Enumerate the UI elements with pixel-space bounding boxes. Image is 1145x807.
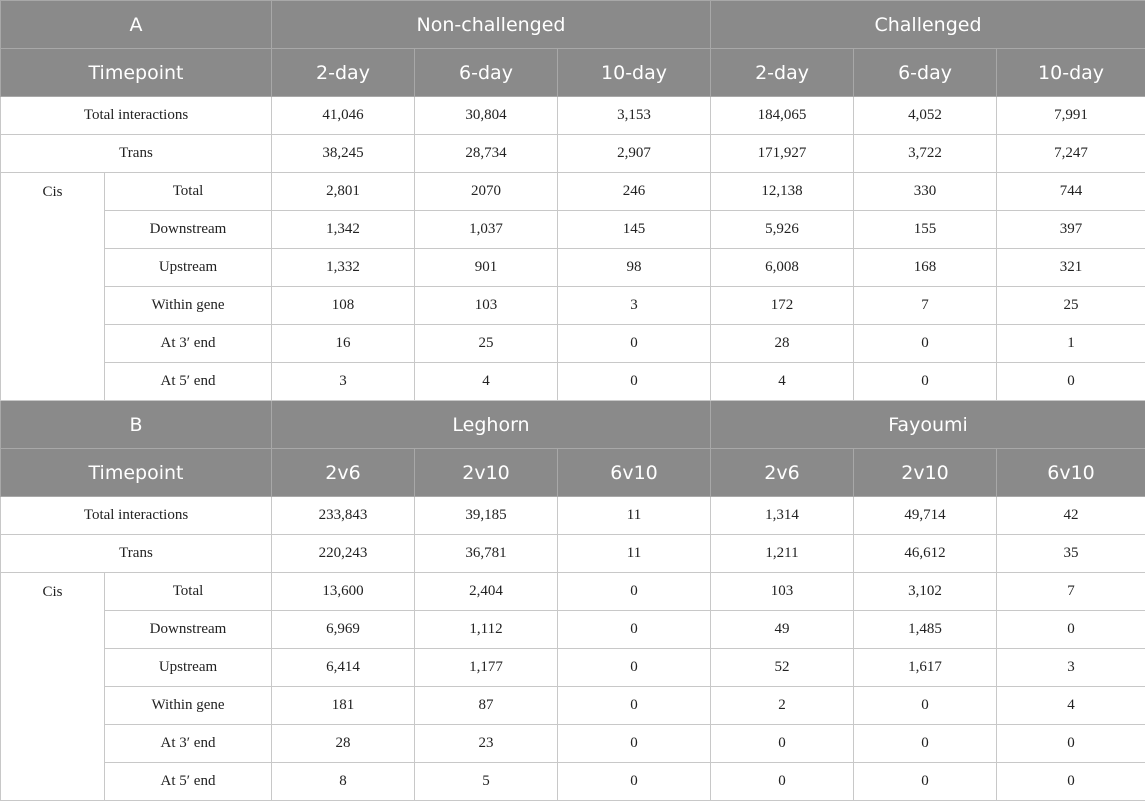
- value-cell: 1,177: [415, 649, 558, 687]
- row-label: Within gene: [105, 687, 272, 725]
- timepoint-header: 2-day: [711, 49, 854, 97]
- value-cell: 0: [558, 573, 711, 611]
- cis-label: Cis: [1, 573, 105, 801]
- value-cell: 98: [558, 249, 711, 287]
- section-group-header-row: [1, 1, 1145, 49]
- timepoint-label: Timepoint: [1, 49, 272, 97]
- value-cell: 42: [997, 497, 1145, 535]
- timepoint-header: 10-day: [558, 49, 711, 97]
- value-cell: 7,991: [997, 97, 1145, 135]
- value-cell: 0: [558, 763, 711, 801]
- value-cell: 0: [854, 325, 997, 363]
- value-cell: 13,600: [272, 573, 415, 611]
- timepoint-header: 6v10: [558, 449, 711, 497]
- value-cell: 744: [997, 173, 1145, 211]
- value-cell: 0: [997, 363, 1145, 401]
- value-cell: 8: [272, 763, 415, 801]
- value-cell: 233,843: [272, 497, 415, 535]
- value-cell: 397: [997, 211, 1145, 249]
- value-cell: 901: [415, 249, 558, 287]
- table-row: [1, 649, 1145, 687]
- group-header: Leghorn: [272, 401, 711, 449]
- value-cell: 0: [854, 725, 997, 763]
- value-cell: 49,714: [854, 497, 997, 535]
- value-cell: 0: [558, 687, 711, 725]
- value-cell: 0: [711, 725, 854, 763]
- table-row: [1, 135, 1145, 173]
- section-group-header-row: [1, 401, 1145, 449]
- value-cell: 0: [558, 725, 711, 763]
- value-cell: 16: [272, 325, 415, 363]
- table-row: [1, 497, 1145, 535]
- table-row: [1, 173, 1145, 211]
- value-cell: 0: [997, 611, 1145, 649]
- value-cell: 1,342: [272, 211, 415, 249]
- value-cell: 3: [997, 649, 1145, 687]
- value-cell: 36,781: [415, 535, 558, 573]
- timepoint-header: 2v6: [272, 449, 415, 497]
- timepoint-header: 2-day: [272, 49, 415, 97]
- timepoint-header: 2v10: [415, 449, 558, 497]
- row-label: Total: [105, 173, 272, 211]
- row-label: Total interactions: [1, 497, 272, 535]
- value-cell: 0: [558, 649, 711, 687]
- table-row: [1, 325, 1145, 363]
- value-cell: 7: [997, 573, 1145, 611]
- value-cell: 28: [272, 725, 415, 763]
- value-cell: 0: [711, 763, 854, 801]
- row-label: Downstream: [105, 611, 272, 649]
- timepoint-header: 2v10: [854, 449, 997, 497]
- value-cell: 28: [711, 325, 854, 363]
- row-label: At 3′ end: [105, 325, 272, 363]
- value-cell: 1,314: [711, 497, 854, 535]
- table-row: [1, 97, 1145, 135]
- value-cell: 2: [711, 687, 854, 725]
- value-cell: 41,046: [272, 97, 415, 135]
- value-cell: 4: [997, 687, 1145, 725]
- timepoint-header: 6v10: [997, 449, 1145, 497]
- table-row: [1, 573, 1145, 611]
- value-cell: 7: [854, 287, 997, 325]
- value-cell: 220,243: [272, 535, 415, 573]
- value-cell: 4: [711, 363, 854, 401]
- value-cell: 155: [854, 211, 997, 249]
- group-header: Fayoumi: [711, 401, 1145, 449]
- value-cell: 0: [997, 725, 1145, 763]
- value-cell: 145: [558, 211, 711, 249]
- value-cell: 0: [997, 763, 1145, 801]
- value-cell: 1,211: [711, 535, 854, 573]
- table-row: [1, 211, 1145, 249]
- value-cell: 4: [415, 363, 558, 401]
- row-label: Upstream: [105, 249, 272, 287]
- table-row: [1, 687, 1145, 725]
- value-cell: 2,404: [415, 573, 558, 611]
- row-label: At 3′ end: [105, 725, 272, 763]
- row-label: Within gene: [105, 287, 272, 325]
- value-cell: 0: [854, 363, 997, 401]
- value-cell: 0: [854, 763, 997, 801]
- value-cell: 39,185: [415, 497, 558, 535]
- timepoint-header-row: [1, 449, 1145, 497]
- value-cell: 25: [415, 325, 558, 363]
- row-label: At 5′ end: [105, 763, 272, 801]
- value-cell: 6,414: [272, 649, 415, 687]
- value-cell: 1: [997, 325, 1145, 363]
- row-label: Downstream: [105, 211, 272, 249]
- value-cell: 5: [415, 763, 558, 801]
- value-cell: 2,907: [558, 135, 711, 173]
- value-cell: 3: [558, 287, 711, 325]
- table-row: [1, 249, 1145, 287]
- row-label: Total interactions: [1, 97, 272, 135]
- value-cell: 6,969: [272, 611, 415, 649]
- table-row: [1, 535, 1145, 573]
- value-cell: 11: [558, 535, 711, 573]
- value-cell: 49: [711, 611, 854, 649]
- value-cell: 87: [415, 687, 558, 725]
- section-label: B: [1, 401, 272, 449]
- value-cell: 1,332: [272, 249, 415, 287]
- value-cell: 108: [272, 287, 415, 325]
- row-label: Trans: [1, 135, 272, 173]
- table-row: [1, 725, 1145, 763]
- value-cell: 5,926: [711, 211, 854, 249]
- value-cell: 7,247: [997, 135, 1145, 173]
- value-cell: 330: [854, 173, 997, 211]
- value-cell: 1,617: [854, 649, 997, 687]
- value-cell: 46,612: [854, 535, 997, 573]
- group-header: Non-challenged: [272, 1, 711, 49]
- row-label: Total: [105, 573, 272, 611]
- value-cell: 1,037: [415, 211, 558, 249]
- value-cell: 25: [997, 287, 1145, 325]
- table-row: [1, 611, 1145, 649]
- cis-label: Cis: [1, 173, 105, 401]
- value-cell: 12,138: [711, 173, 854, 211]
- value-cell: 1,112: [415, 611, 558, 649]
- value-cell: 171,927: [711, 135, 854, 173]
- value-cell: 23: [415, 725, 558, 763]
- value-cell: 1,485: [854, 611, 997, 649]
- value-cell: 0: [558, 363, 711, 401]
- value-cell: 103: [415, 287, 558, 325]
- row-label: Trans: [1, 535, 272, 573]
- value-cell: 0: [854, 687, 997, 725]
- value-cell: 181: [272, 687, 415, 725]
- section-label: A: [1, 1, 272, 49]
- timepoint-header: 6-day: [854, 49, 997, 97]
- value-cell: 28,734: [415, 135, 558, 173]
- value-cell: 6,008: [711, 249, 854, 287]
- value-cell: 3,102: [854, 573, 997, 611]
- row-label: Upstream: [105, 649, 272, 687]
- value-cell: 3,153: [558, 97, 711, 135]
- value-cell: 38,245: [272, 135, 415, 173]
- value-cell: 0: [558, 611, 711, 649]
- value-cell: 2070: [415, 173, 558, 211]
- value-cell: 184,065: [711, 97, 854, 135]
- value-cell: 30,804: [415, 97, 558, 135]
- value-cell: 321: [997, 249, 1145, 287]
- table-row: [1, 287, 1145, 325]
- value-cell: 246: [558, 173, 711, 211]
- value-cell: 0: [558, 325, 711, 363]
- value-cell: 4,052: [854, 97, 997, 135]
- timepoint-header: 6-day: [415, 49, 558, 97]
- value-cell: 35: [997, 535, 1145, 573]
- value-cell: 172: [711, 287, 854, 325]
- timepoint-header: 2v6: [711, 449, 854, 497]
- value-cell: 103: [711, 573, 854, 611]
- timepoint-label: Timepoint: [1, 449, 272, 497]
- value-cell: 168: [854, 249, 997, 287]
- value-cell: 3,722: [854, 135, 997, 173]
- value-cell: 52: [711, 649, 854, 687]
- value-cell: 11: [558, 497, 711, 535]
- table-body: [1, 1, 1145, 801]
- table-row: [1, 363, 1145, 401]
- value-cell: 2,801: [272, 173, 415, 211]
- value-cell: 3: [272, 363, 415, 401]
- timepoint-header: 10-day: [997, 49, 1145, 97]
- group-header: Challenged: [711, 1, 1145, 49]
- timepoint-header-row: [1, 49, 1145, 97]
- row-label: At 5′ end: [105, 363, 272, 401]
- table-row: [1, 763, 1145, 801]
